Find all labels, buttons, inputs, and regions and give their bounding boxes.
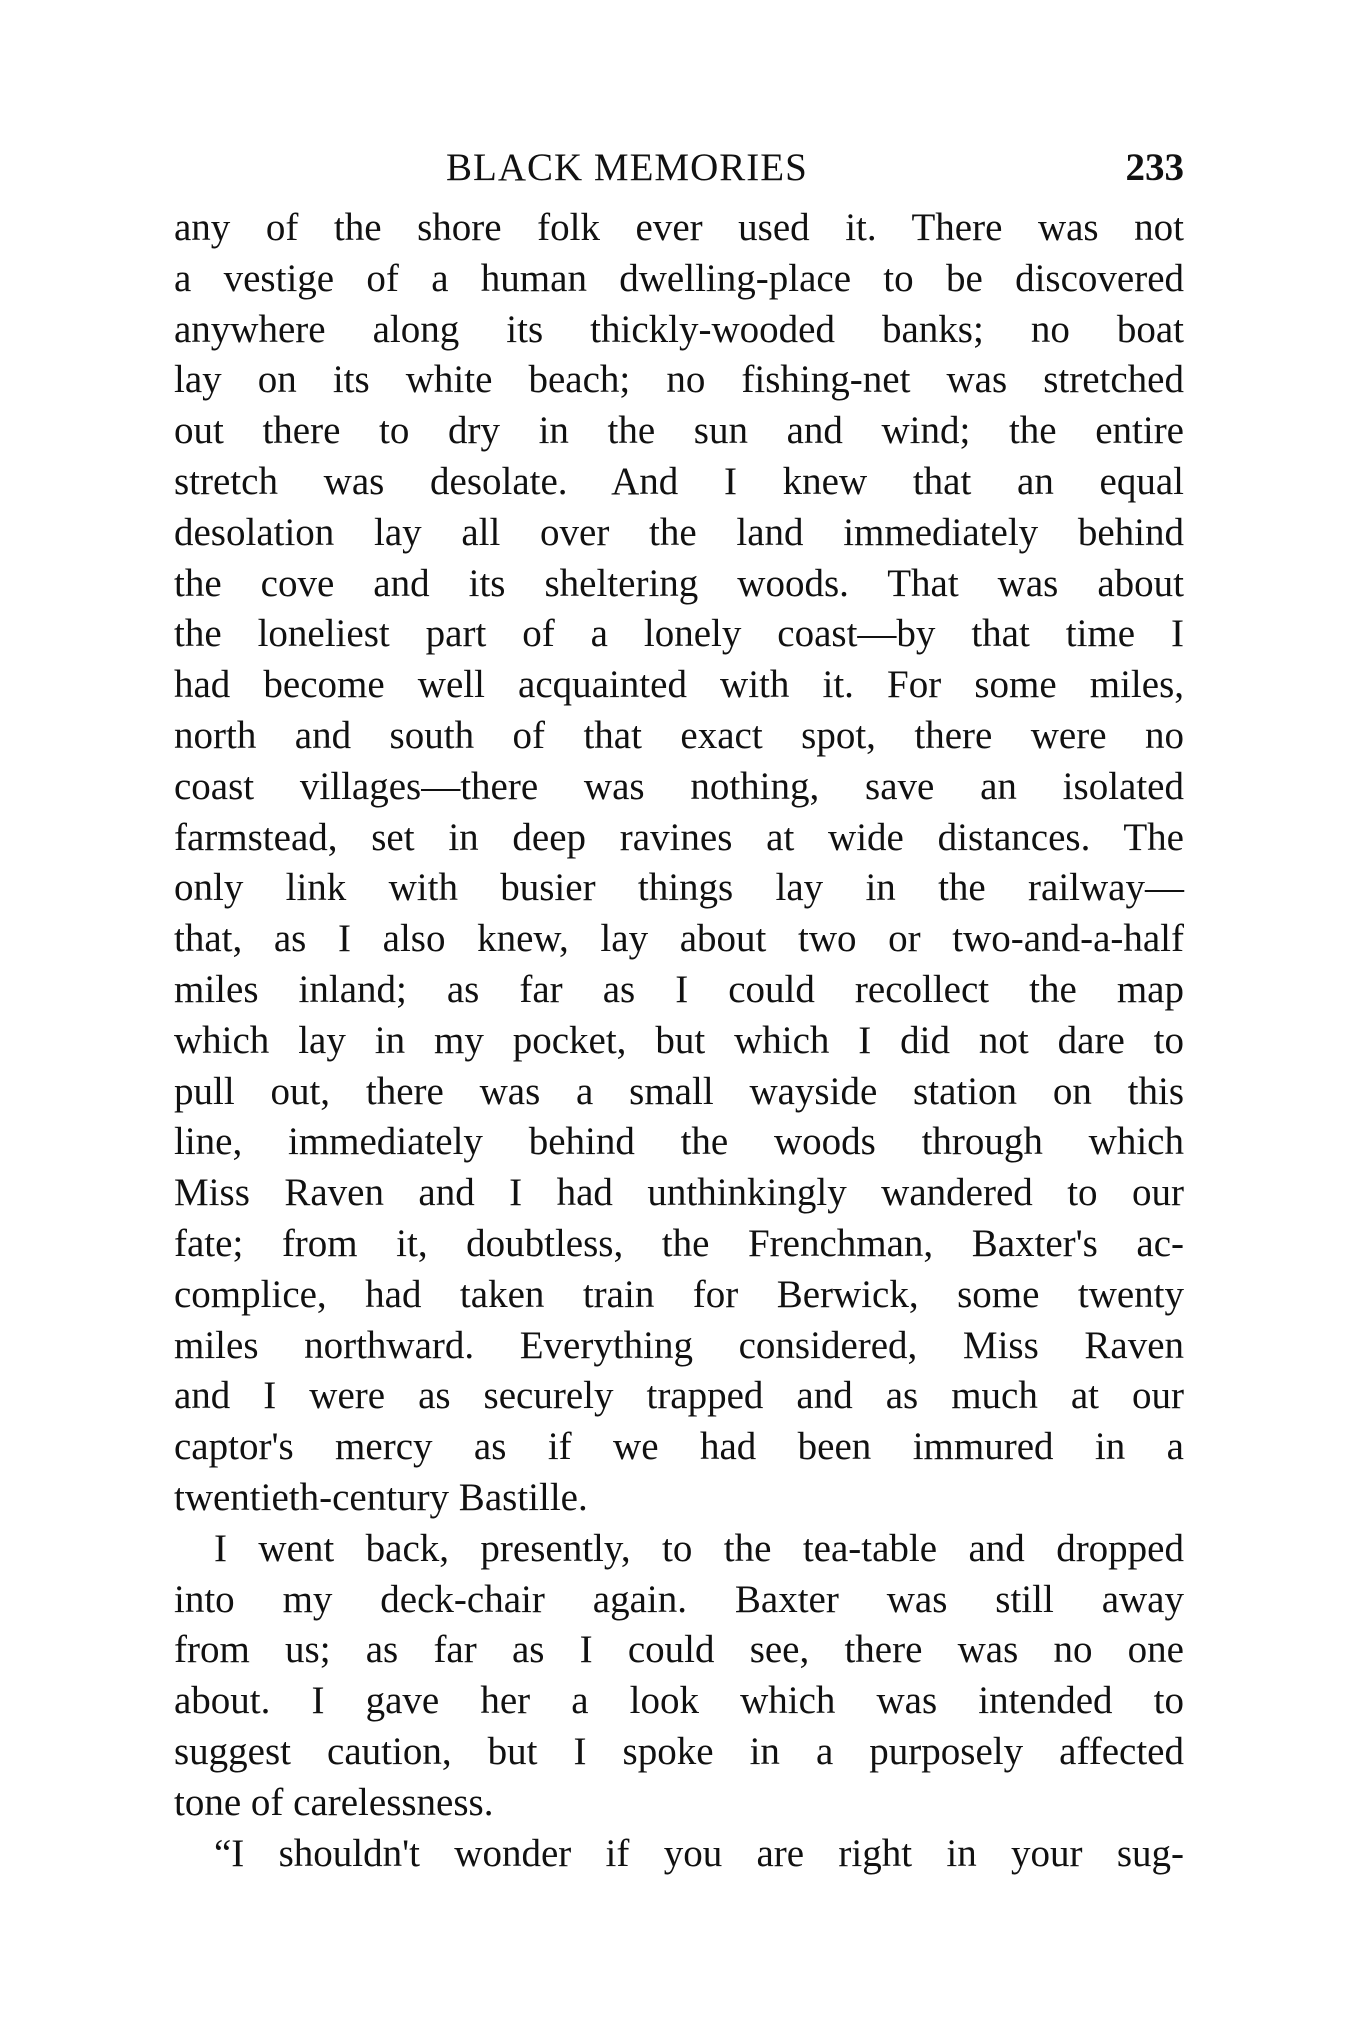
text-line: had become well acquainted with it. For some miles,: [174, 663, 1184, 707]
text-line: Miss Raven and I had unthinkingly wandered to our: [174, 1171, 1184, 1215]
text-line: miles northward. Everything considered, Miss Raven: [174, 1323, 1184, 1367]
text-line: suggest caution, but I spoke in a purposely affected: [174, 1729, 1184, 1773]
text-line: anywhere along its thickly-wooded banks; no boat: [174, 307, 1184, 351]
text-line: that, as I also knew, lay about two or two-and-a-half: [174, 917, 1184, 961]
text-line: north and south of that exact spot, there were no: [174, 713, 1184, 757]
paragraph-start-line: “I shouldn't wonder if you are right in your sug-: [214, 1831, 1184, 1875]
paragraph-start-line: I went back, presently, to the tea-table and dropped: [214, 1526, 1184, 1570]
text-line: which lay in my pocket, but which I did not dare to: [174, 1018, 1184, 1062]
text-line: a vestige of a human dwelling-place to be discovered: [174, 256, 1184, 300]
text-line: coast villages—there was nothing, save an isolated: [174, 764, 1184, 808]
text-line: complice, had taken train for Berwick, some twenty: [174, 1272, 1184, 1316]
text-line: miles inland; as far as I could recollect the map: [174, 967, 1184, 1011]
text-line: stretch was desolate. And I knew that an equal: [174, 459, 1184, 503]
text-line: about. I gave her a look which was intended to: [174, 1679, 1184, 1723]
text-line: captor's mercy as if we had been immured in a: [174, 1425, 1184, 1469]
page-header: [174, 138, 1184, 198]
text-line: lay on its white beach; no fishing-net was stretched: [174, 358, 1184, 402]
text-line: any of the shore folk ever used it. There was not: [174, 206, 1184, 249]
text-line: and I were as securely trapped and as much at our: [174, 1374, 1184, 1418]
paragraph-end-line: twentieth-century Bastille.: [174, 1475, 588, 1519]
body-text: [174, 203, 1184, 1879]
text-line: into my deck-chair again. Baxter was still away: [174, 1577, 1184, 1621]
text-line: line, immediately behind the woods through which: [174, 1120, 1184, 1164]
text-line: farmstead, set in deep ravines at wide distances. The: [174, 815, 1184, 859]
text-line: out there to dry in the sun and wind; the entire: [174, 409, 1184, 453]
running-head: BLACK MEMORIES: [446, 146, 808, 189]
text-line: pull out, there was a small wayside station on this: [174, 1069, 1184, 1113]
text-line: only link with busier things lay in the railway—: [174, 866, 1184, 910]
text-line: from us; as far as I could see, there was no one: [174, 1628, 1184, 1672]
text-line: the cove and its sheltering woods. That was about: [174, 561, 1184, 605]
text-line: fate; from it, doubtless, the Frenchman, Baxter's ac-: [174, 1221, 1184, 1265]
paragraph-end-line: tone of carelessness.: [174, 1780, 494, 1824]
text-line: desolation lay all over the land immediately behind: [174, 510, 1184, 554]
text-line: the loneliest part of a lonely coast—by that time I: [174, 612, 1184, 656]
page-number: 233: [1125, 146, 1184, 189]
